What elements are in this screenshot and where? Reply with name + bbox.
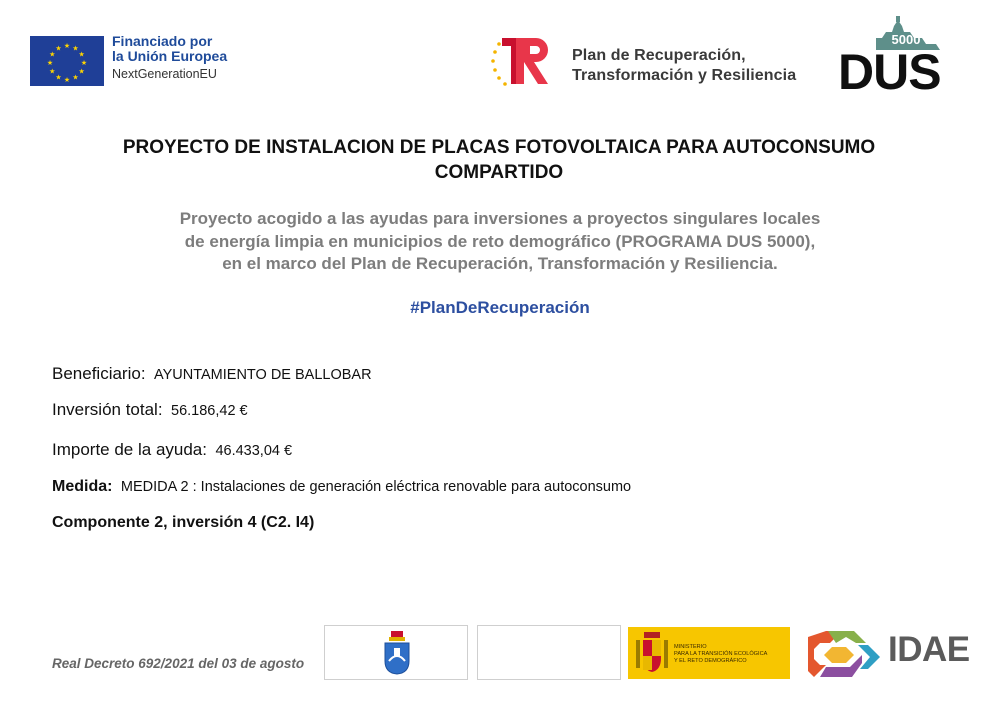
municipality-logo-box [324,625,468,680]
municipal-shield-icon [383,631,411,675]
svg-text:★: ★ [46,59,54,67]
dus-word: DUS [838,44,941,100]
svg-text:★: ★ [55,73,62,82]
svg-text:★: ★ [49,67,56,76]
spain-coat-of-arms-icon [634,632,670,674]
component-line: Componente 2, inversión 4 (C2. I4) [52,514,315,531]
ministry-line-3: Y EL RETO DEMOGRÁFICO [674,657,747,664]
hashtag: #PlanDeRecuperación [410,298,590,317]
svg-text:★: ★ [78,67,85,76]
eu-line-2: la Unión Europea [112,48,228,65]
idae-logo-icon [806,627,884,681]
total-investment-row [52,400,248,420]
prtr-text [572,46,796,85]
eu-line-1: Financiado por [112,33,213,49]
ministry-logo [628,627,790,679]
beneficiary-label: Beneficiario: [52,364,146,383]
svg-text:★: ★ [55,44,62,53]
eu-funding-text [112,34,227,82]
measure-value: MEDIDA 2 : Instalaciones de generación eléctrica renovable para autoconsumo [120,479,632,495]
description-line-3: en el marco del Plan de Recuperación, Transformación y Resiliencia. [222,254,778,274]
beneficiary-value: AYUNTAMIENTO DE BALLOBAR [154,367,372,383]
svg-text:★: ★ [49,50,56,59]
eu-flag-logo [30,36,104,86]
project-title: PROYECTO DE INSTALACION DE PLACAS FOTOVOLTAICA PARA AUTOCONSUMO COMPARTIDO [122,137,876,183]
svg-text:★: ★ [63,42,71,50]
idae-wordmark: IDAE [888,630,970,669]
beneficiary-row [52,364,372,384]
description-line-1: Proyecto acogido a las ayudas para inversiones a proyectos singulares locales [179,209,821,228]
dus-badge: 5000 [891,32,921,47]
svg-text:★: ★ [72,73,79,82]
aid-amount-value: 46.433,04 € [215,443,293,459]
description-line-2: de energía limpia en municipios de reto demográfico (PROGRAMA DUS 5000), [184,231,816,251]
svg-text:★: ★ [80,59,88,67]
svg-text:★: ★ [63,76,71,84]
aid-amount-label: Importe de la ayuda: [52,440,207,459]
measure-row [52,478,631,496]
dus-5000-logo [836,14,948,100]
svg-text:★: ★ [78,50,85,59]
eu-line-3: NextGenerationEU [112,66,217,81]
ministry-line-2: PARA LA TRANSICIÓN ECOLÓGICA [674,650,768,657]
measure-label: Medida: [52,478,113,495]
eu-stars-icon [30,36,104,86]
svg-text:★: ★ [72,44,79,53]
prtr-line-2: Transformación y Resiliencia [572,66,797,84]
prtr-line-1: Plan de Recuperación, [572,47,746,64]
total-investment-value: 56.186,42 € [171,403,248,419]
royal-decree: Real Decreto 692/2021 del 03 de agosto [52,656,305,671]
total-investment-label: Inversión total: [52,400,163,419]
ministry-line-1: MINISTERIO [674,644,707,650]
project-description [100,208,900,276]
ministry-text [674,644,767,665]
aid-amount-row [52,440,292,460]
empty-logo-box [477,625,621,680]
prtr-logo-icon [490,34,556,88]
